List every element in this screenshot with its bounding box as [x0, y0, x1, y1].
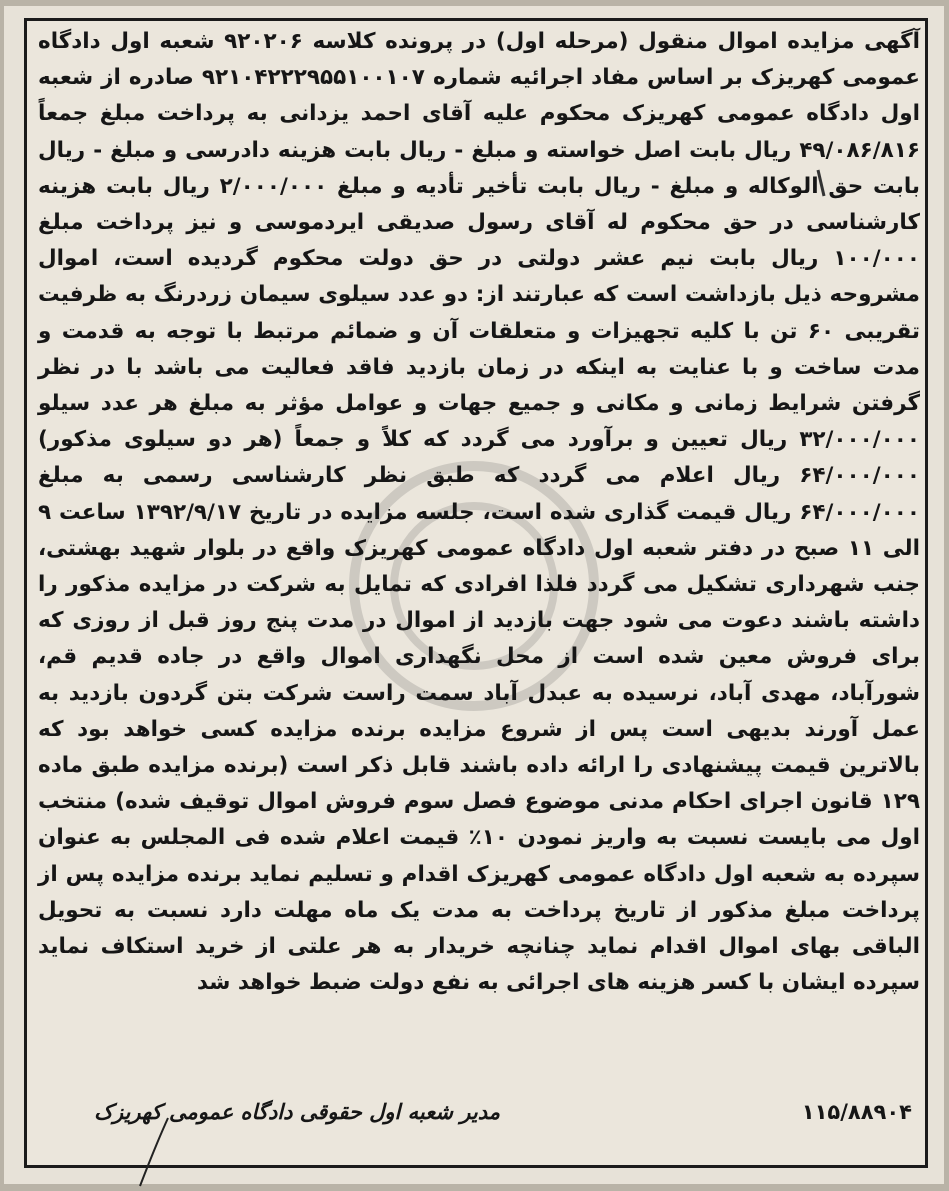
newspaper-clipping [4, 6, 944, 1184]
notice-body: آگهی مزایده اموال منقول (مرحله اول) در پرونده کلاسه ۹۲۰۲۰۶ شعبه اول دادگاه عمومی کهریزک بر اساس مفاد اجرائیه شماره ۹۲۱۰۴۲۲۲۹۵۵۱۰۰۱۰۷ صادره از شعبه اول دادگاه عمومی کهریزک محکوم علیه آقای احمد یزدانی به پرداخت مبلغ جمعاً ۴۹/۰۸۶/۸۱۶ ریال بابت اصل خواسته و مبلغ - ریال بابت هزینه دادرسی و مبلغ - ریال بابت حق الوکاله و مبلغ - ریال بابت تأخیر تأدیه و مبلغ ۲/۰۰۰/۰۰۰ ریال بابت هزینه کارشناسی در حق محکوم له آقای رسول صدیقی ایردموسی و نیز پرداخت مبلغ ۱۰۰/۰۰۰ ریال بابت نیم عشر دولتی در حق دولت محکوم گردیده است، اموال مشروحه ذیل بازداشت است که عبارتند از: دو عدد سیلوی سیمان زردرنگ به ظرفیت تقریبی ۶۰ تن با کلیه تجهیزات و متعلقات آن و ضمائم مرتبط با توجه به قدمت و مدت ساخت و با عنایت به اینکه در زمان بازدید فاقد فعالیت می باشد با در نظر گرفتن شرایط زمانی و مکانی و جمیع جهات و عوامل مؤثر به مبلغ هر عدد سیلو ۳۲/۰۰۰/۰۰۰ ریال تعیین و برآورد می گردد که کلاً و جمعاً (هر دو سیلوی مذکور) ۶۴/۰۰۰/۰۰۰ ریال اعلام می گردد که طبق نظر کارشناسی رسمی به مبلغ ۶۴/۰۰۰/۰۰۰ ریال قیمت گذاری شده است، جلسه مزایده در تاریخ ۱۳۹۲/۹/۱۷ ساعت ۹ الی ۱۱ صبح در دفتر شعبه اول دادگاه عمومی کهریزک واقع در بلوار شهید بهشتی، جنب شهرداری تشکیل می گردد فلذا افرادی که تمایل به شرکت در مزایده مذکور را داشته باشند دعوت می شود جهت بازدید از اموال در مدت پنج روز قبل از روزی که برای فروش معین شده است از محل نگهداری اموال واقع در جاده قدیم قم، شورآباد، مهدی آباد، نرسیده به عبدل آباد سمت راست شرکت بتن گردون بازدید به عمل آورند بدیهی است پس از شروع مزایده برنده مزایده کسی خواهد بود که بالاترین قیمت پیشنهادی را ارائه داده باشند قابل ذکر است (برنده مزایده طبق ماده ۱۲۹ قانون اجرای احکام مدنی موضوع فصل سوم فروش اموال توقیف شده) منتخب اول می بایست نسبت به واریز نمودن ۱۰٪ قیمت اعلام شده فی المجلس به عنوان سپرده به شعبه اول دادگاه عمومی کهریزک اقدام و تسلیم نماید برنده مزایده پس از پرداخت مبلغ مذکور از تاریخ پرداخت به مدت یک ماه مهلت دارد نسبت به تحویل الباقی بهای اموال اقدام نماید چنانچه خریدار به هر علتی از خرید استکاف نماید سپرده ایشان با کسر هزینه های اجرائی به نفع دولت ضبط خواهد شد [38, 29, 920, 996]
reference-number: ۱۱۵/۸۸۹۰۴ [801, 1100, 912, 1124]
signature-line [38, 1098, 920, 1138]
signature-title: مدیر شعبه اول حقوقی دادگاه عمومی کهریزک [94, 1100, 500, 1124]
